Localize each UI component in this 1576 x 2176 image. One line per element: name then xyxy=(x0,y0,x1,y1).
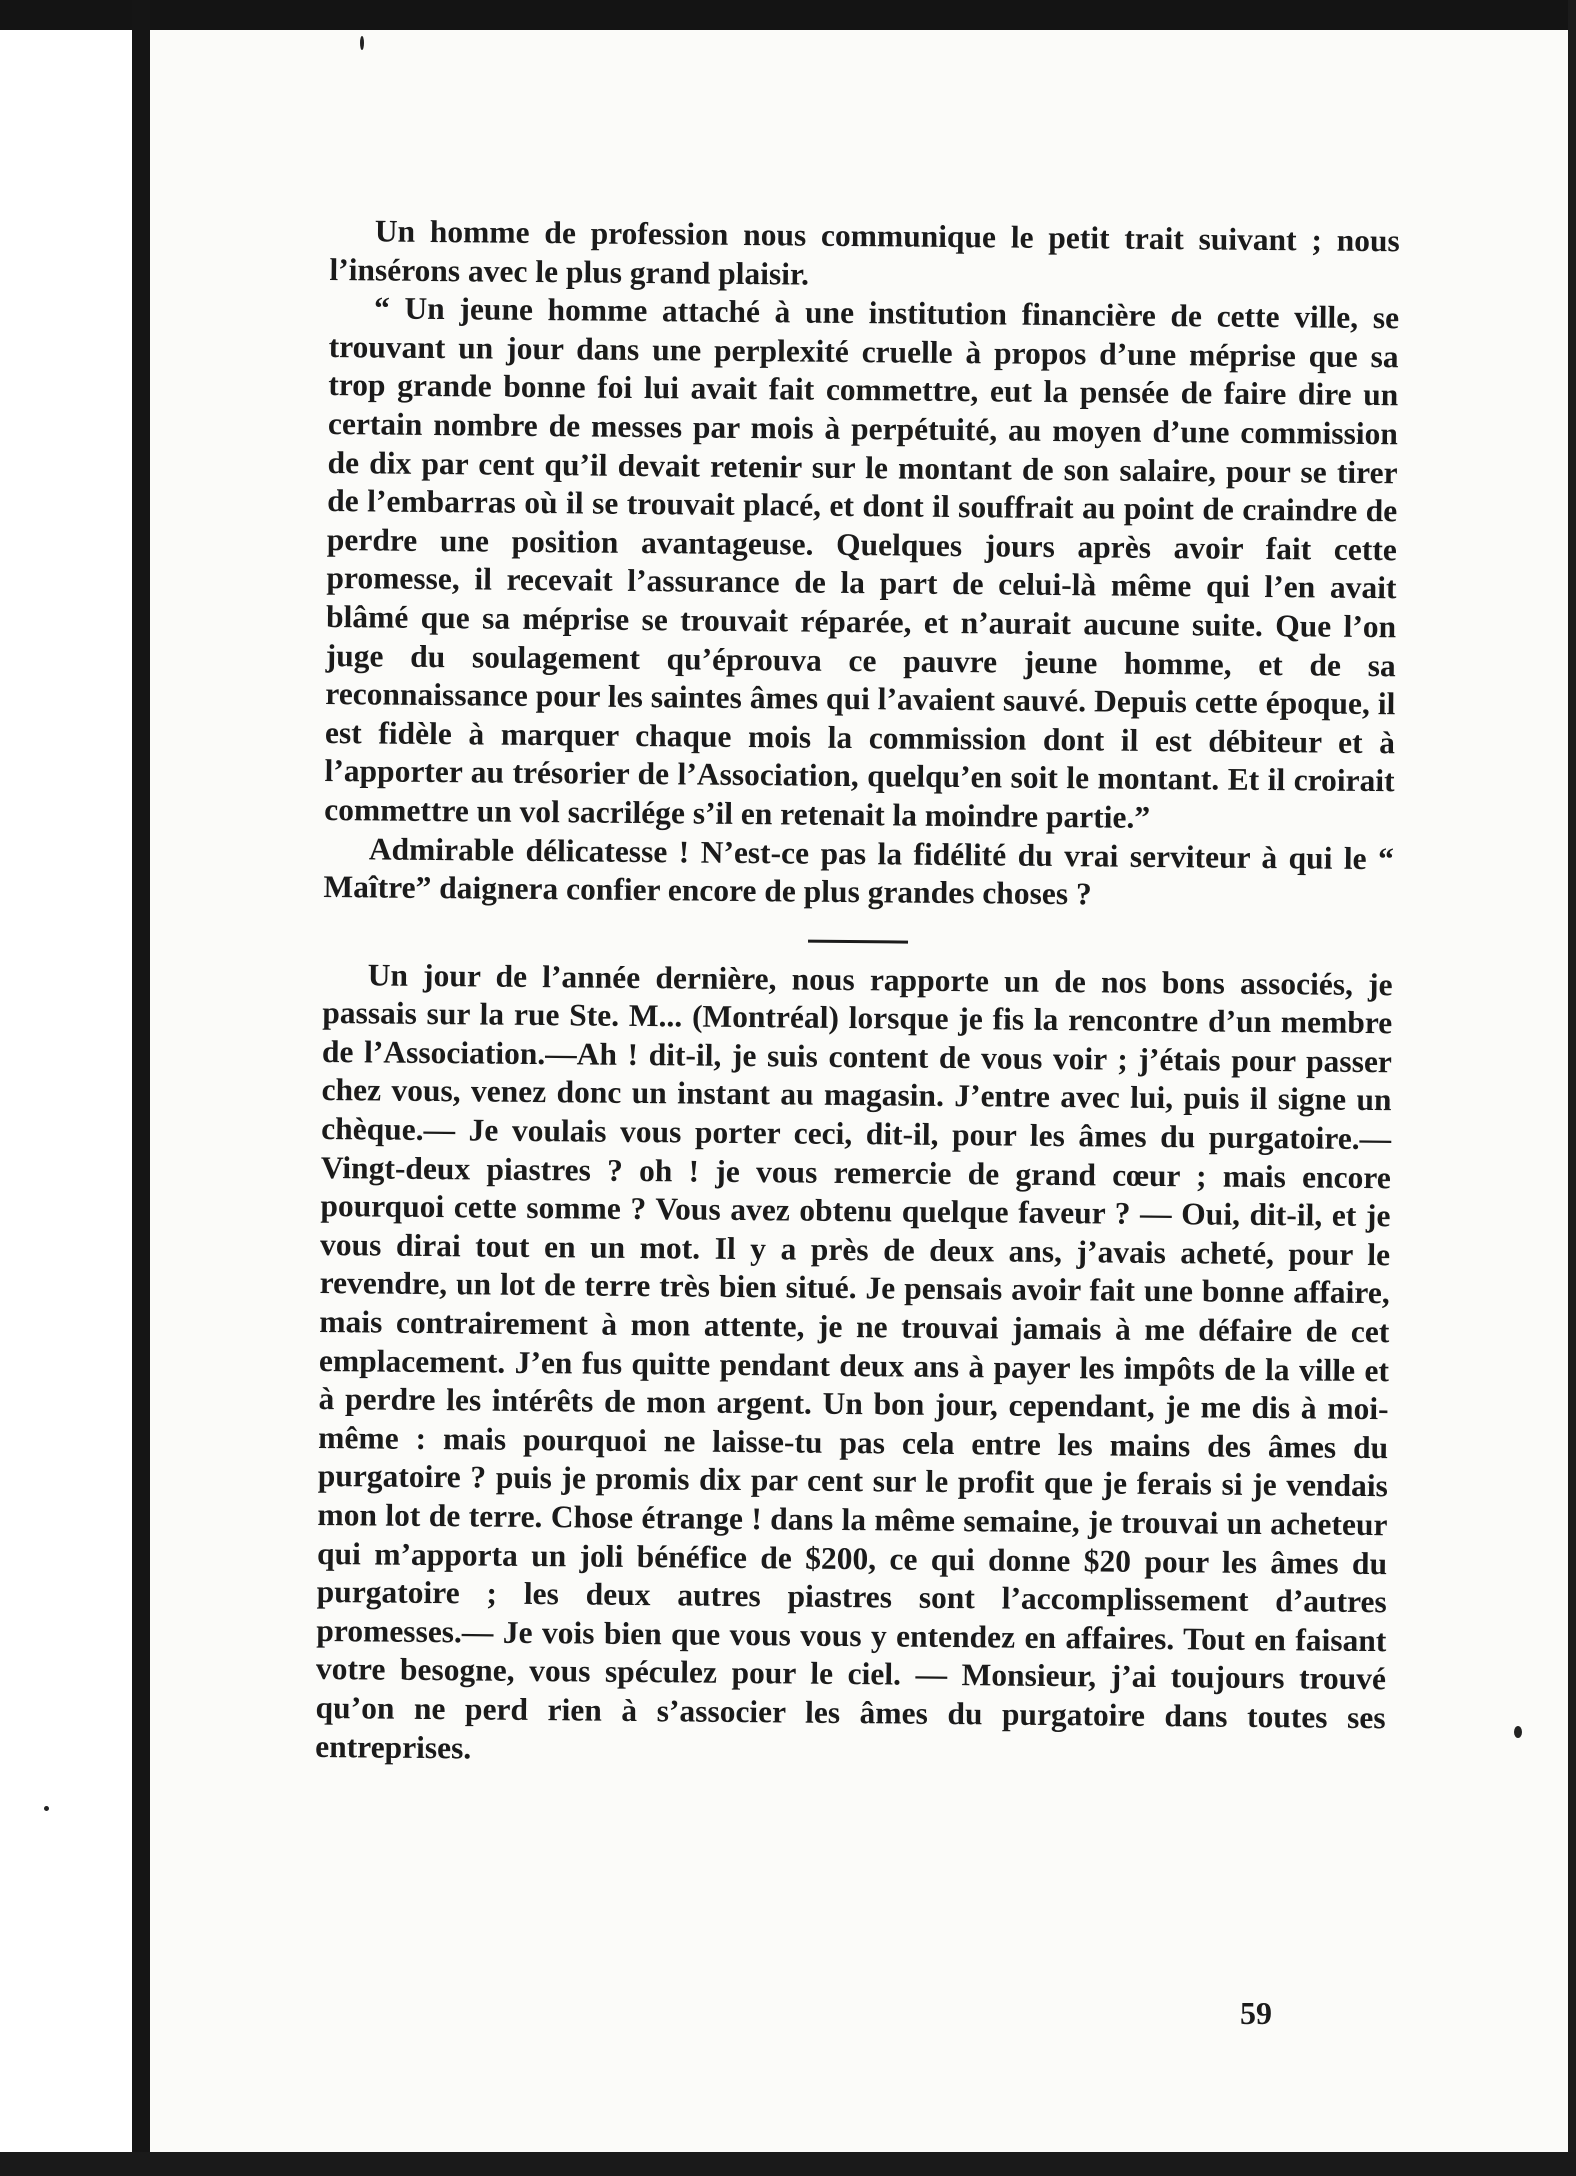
paragraph-remark: Admirable délicatesse ! N’est-ce pas la fidélité du vrai serviteur à qui le “ Maître” daignera confier encore de plus grandes choses ? xyxy=(323,830,1395,912)
ink-speck xyxy=(1514,1726,1522,1738)
scan-top-border xyxy=(0,0,1576,30)
ink-speck xyxy=(360,36,364,50)
paragraph-anecdote-one: “ Un jeune homme attaché à une institution financière de cette ville, se trouvant un jour dans une perplexité cruelle à propos d’une méprise que sa trop grande bonne foi lui avait fait commettre, eut la pensée de faire dire un certain nombre de messes par mois à perpétuité, au moyen d’une commission de dix par cent qu’il devait retenir sur le montant de son salaire, pour se tirer de l’embarras où il se trouvait placé, et dont il souffrait au point de craindre de perdre une position avantageuse. Quelques jours après avoir fait cette promesse, il recevait l’assurance de la part de celui-là même qui l’en avait blâmé que sa méprise se trouvait réparée, et n’aurait aucune suite. Que l’on juge du soulagement qu’éprouva ce pauvre jeune homme, et de sa reconnaissance pour les saintes âmes qui l’avaient sauvé. Depuis cette époque, il est fidèle à marquer chaque mois la commission dont il est débiteur et à l’apporter au trésorier de l’Association, quelqu’en soit le montant. Et il croirait commettre un vol sacrilége s’il en retenait la moindre partie.” xyxy=(324,290,1400,835)
ink-speck xyxy=(44,1806,49,1811)
scan-left-border xyxy=(132,0,150,2176)
page-body-text xyxy=(315,212,1400,1776)
page-number: 59 xyxy=(1240,1995,1272,2031)
paragraph-anecdote-two: Un jour de l’année dernière, nous rapporte un de nos bons associés, je passais sur la rue Ste. M... (Montréal) lorsque je fis la rencontre d’un membre de l’Association.—Ah ! dit-il, je suis content de vous voir ; j’étais pour passer chez vous, venez donc un instant au magasin. J’entre avec lui, puis il signe un chèque.— Je voulais vous porter ceci, dit-il, pour les âmes du purgatoire.— Vingt-deux piastres ? oh ! je vous remercie de grand cœur ; mais encore pourquoi cette somme ? Vous avez obtenu quelque faveur ? — Oui, dit-il, et je vous dirai tout en un mot. Il y a près de deux ans, j’avais acheté, pour le revendre, un lot de terre très bien situé. Je pensais avoir fait une bonne affaire, mais contrairement à mon attente, je ne trouvai jamais à me défaire de cet emplacement. J’en fus quitte pendant deux ans à payer les impôts de la ville et à perdre les intérêts de mon argent. Un bon jour, cependant, je me dis à moi-même : mais pourquoi ne laisse-tu pas cela entre les mains des âmes du purgatoire ? puis je promis dix par cent sur le profit que je ferais si je vendais mon lot de terre. Chose étrange ! dans la même semaine, je trouvai un acheteur qui m’apporta un joli bénéfice de $200, ce qui donne $20 pour les âmes du purgatoire ; les deux autres piastres sont l’accomplissement d’autres promesses.— Je vois bien que vous vous y entendez en affaires. Tout en faisant votre besogne, vous spéculez pour le ciel. — Monsieur, j’ai toujours trouvé qu’on ne perd rien à s’associer les âmes du purgatoire dans toutes ses entreprises. xyxy=(315,957,1393,1765)
section-divider xyxy=(808,939,908,943)
paragraph-intro: Un homme de profession nous communique le petit trait suivant ; nous l’insérons avec le plus grand plaisir. xyxy=(329,213,1400,292)
scan-bottom-border xyxy=(0,2152,1576,2176)
scan-right-border xyxy=(1568,0,1576,2176)
